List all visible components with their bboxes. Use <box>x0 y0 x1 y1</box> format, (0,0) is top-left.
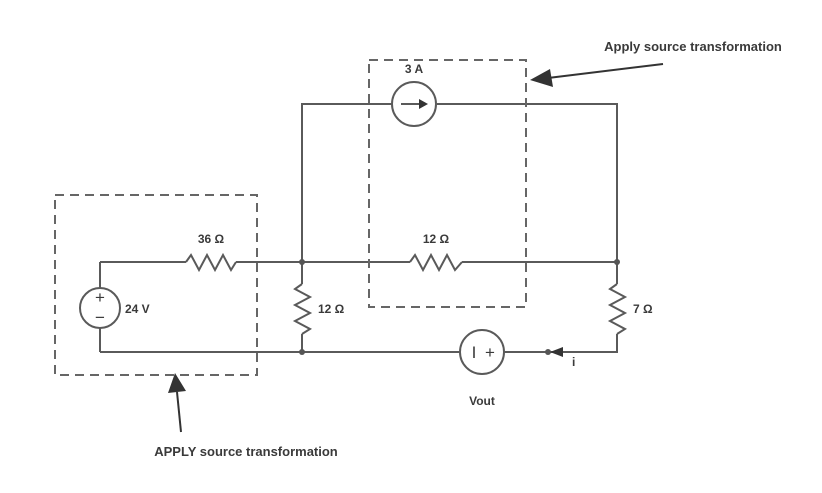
voltage-source <box>80 288 120 328</box>
dashed-box-left <box>55 195 257 375</box>
resistor-7 <box>610 284 625 334</box>
resistor-12-series <box>410 255 462 270</box>
label-r-7: 7 Ω <box>633 302 653 316</box>
wire-top-left-vertical <box>302 104 392 262</box>
label-r-12-series: 12 Ω <box>422 232 450 246</box>
annotation-arrow-bottom <box>168 373 186 432</box>
node-top-junction <box>299 259 305 265</box>
annotation-arrowhead-top-icon <box>530 69 553 87</box>
current-source <box>392 82 436 126</box>
resistor-12-shunt <box>295 284 310 334</box>
node-bottom-junction <box>299 349 305 355</box>
minus-sign: − <box>95 308 105 327</box>
annotation-bottom: APPLY source transformation <box>154 444 338 459</box>
resistor-36 <box>186 255 236 270</box>
vout-polarity-right: + <box>485 343 495 362</box>
current-i-arrow-icon <box>550 347 563 357</box>
vout-polarity-left: I <box>471 343 477 362</box>
label-vout: Vout <box>469 394 495 408</box>
annotation-top: Apply source transformation <box>604 39 782 54</box>
label-r-12-shunt: 12 Ω <box>318 302 345 316</box>
label-current-source: 3 A <box>404 62 424 76</box>
label-voltage-source: 24 V <box>125 302 150 316</box>
plus-sign: + <box>95 288 105 307</box>
vout-source <box>460 330 504 374</box>
label-current-i: i <box>572 355 576 369</box>
label-r-36: 36 Ω <box>197 232 225 246</box>
annotation-arrow-top <box>530 64 663 87</box>
wires <box>100 104 618 352</box>
node-right-junction <box>614 259 620 265</box>
